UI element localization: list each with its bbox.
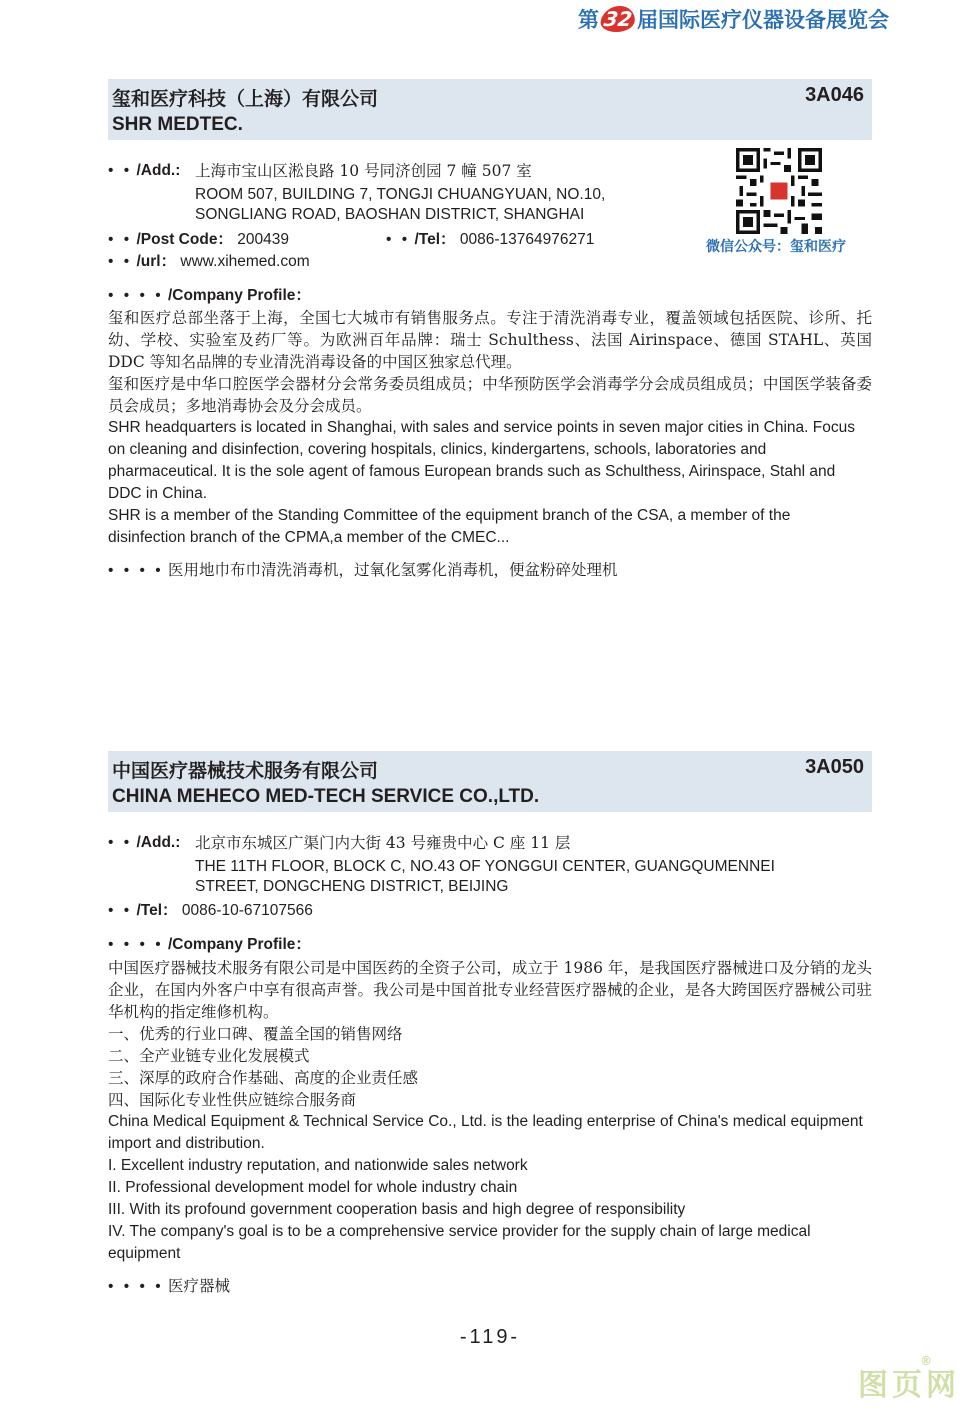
- address-en-2: STREET, DONGCHENG DISTRICT, BEIJING: [195, 878, 509, 895]
- address-label: /Add.:: [136, 834, 181, 851]
- list-item: III. With its profound government cooperation basis and high degree of responsibility: [108, 1201, 686, 1218]
- tel-row: [386, 230, 594, 250]
- list-item: 三、深厚的政府合作基础、高度的企业责任感: [108, 1069, 419, 1087]
- tel-row: [108, 901, 313, 921]
- url-row: [108, 252, 310, 272]
- bullet: • •: [108, 231, 133, 248]
- profile-en-paragraph: SHR headquarters is located in Shanghai, with sales and service points in seven major cities in China. Focus on cleaning and disinfection, covering hospitals, clinics, kindergartens, schools, laboratories and pharmaceutical. It is the sole agent of famous European brands such as Schulthess, Airinspace, Stahl and DDC in China.: [108, 419, 855, 502]
- bullet: • • • •: [108, 936, 164, 953]
- company-name-cn: 玺和医疗科技（上海）有限公司: [112, 88, 379, 110]
- list-item: 四、国际化专业性供应链综合服务商: [108, 1091, 357, 1109]
- qr-code-image: [736, 148, 822, 234]
- postcode-row: [108, 230, 289, 250]
- bullet: • •: [386, 231, 411, 248]
- address-en-1: THE 11TH FLOOR, BLOCK C, NO.43 OF YONGGUI CENTER, GUANGQUMENNEI: [195, 858, 775, 875]
- address-en-1: ROOM 507, BUILDING 7, TONGJI CHUANGYUAN, NO.10,: [195, 186, 606, 203]
- entry-1-header: [108, 79, 872, 140]
- bullet: • •: [108, 902, 133, 919]
- bullet: • •: [108, 162, 133, 179]
- booth-number: 3A046: [805, 84, 864, 106]
- list-item: IV. The company's goal is to be a comprehensive service provider for the supply chain of large medical equipment: [108, 1223, 811, 1262]
- address-row: [108, 161, 180, 181]
- tel-value: 0086-10-67107566: [181, 902, 313, 919]
- qr-caption: 微信公众号：玺和医疗: [706, 239, 846, 255]
- registered-mark: ®: [920, 1354, 936, 1368]
- company-name-en: CHINA MEHECO MED-TECH SERVICE CO.,LTD.: [112, 786, 540, 807]
- url-label: /url：: [136, 253, 177, 270]
- url-link[interactable]: www.xihemed.com: [180, 253, 310, 270]
- session-number: 32: [599, 6, 637, 32]
- profile-label-row: [108, 935, 311, 955]
- profile-en-paragraph: China Medical Equipment & Technical Service Co., Ltd. is the leading enterprise of China's medical equipment import and distribution.: [108, 1113, 863, 1152]
- address-row: [108, 833, 180, 853]
- header-suffix: 届国际医疗仪器设备展览会: [637, 8, 889, 32]
- list-item: 一、优秀的行业口碑、覆盖全国的销售网络: [108, 1025, 403, 1043]
- profile-text: [108, 957, 872, 1265]
- products-row: [108, 560, 617, 581]
- bullet: • • • •: [108, 287, 164, 304]
- watermark-text: 图页网: [858, 1368, 960, 1403]
- address-label: /Add.:: [136, 162, 181, 179]
- watermark-logo: [858, 1354, 960, 1404]
- address-cn: 北京市东城区广渠门内大街 43 号雍贵中心 C 座 11 层: [195, 834, 571, 852]
- profile-text: [108, 307, 872, 549]
- profile-label-row: [108, 286, 311, 306]
- profile-label: /Company Profile：: [167, 936, 311, 953]
- bullet: • •: [108, 834, 133, 851]
- tel-label: /Tel：: [136, 902, 178, 919]
- profile-cn-paragraph: 中国医疗器械技术服务有限公司是中国医药的全资子公司，成立于 1986 年，是我国医疗器械进口及分销的龙头企业，在国内外客户中享有很高声誉。我公司是中国首批专业经营医疗器械的企业，是各大跨国医疗器械公司驻华机构的指定维修机构。: [108, 959, 872, 1021]
- address-cn: 上海市宝山区淞良路 10 号同济创园 7 幢 507 室: [195, 162, 532, 180]
- bullet: • •: [108, 253, 133, 270]
- tel-label: /Tel：: [414, 231, 456, 248]
- bullet: • • • •: [108, 562, 164, 579]
- exhibition-header: [578, 4, 889, 38]
- profile-cn-paragraph: 玺和医疗是中华口腔医学会器材分会常务委员组成员；中华预防医学会消毒学分会成员组成员；中国医学装备委员会成员；多地消毒协会及分会成员。: [108, 375, 872, 415]
- page-number: -119-: [459, 1326, 521, 1348]
- tel-value: 0086-13764976271: [459, 231, 595, 248]
- postcode-value: 200439: [237, 231, 289, 248]
- company-name-en: SHR MEDTEC.: [112, 114, 243, 135]
- bullet: • • • •: [108, 1278, 164, 1295]
- profile-label: /Company Profile：: [167, 287, 311, 304]
- profile-en-paragraph: SHR is a member of the Standing Committee of the equipment branch of the CSA, a member of the disinfection branch of the CPMA,a member of the CMEC...: [108, 507, 791, 546]
- postcode-label: /Post Code：: [136, 231, 233, 248]
- products-row: [108, 1276, 230, 1297]
- company-name-cn: 中国医疗器械技术服务有限公司: [112, 760, 379, 782]
- header-prefix: 第: [578, 8, 599, 32]
- entry-2-header: [108, 751, 872, 812]
- products-text: 医用地巾布巾清洗消毒机，过氧化氢雾化消毒机，便盆粉碎处理机: [167, 561, 618, 579]
- list-item: II. Professional development model for whole industry chain: [108, 1179, 518, 1196]
- address-en-2: SONGLIANG ROAD, BAOSHAN DISTRICT, SHANGHAI: [195, 206, 585, 223]
- products-text: 医疗器械: [167, 1277, 230, 1295]
- profile-cn-paragraph: 玺和医疗总部坐落于上海，全国七大城市有销售服务点。专注于清洗消毒专业，覆盖领域包括医院、诊所、托幼、学校、实验室及药厂等。为欧洲百年品牌：瑞士 Schulthess、法国 Airinspace、德国 STAHL、英国 DDC 等知名品牌的专业清洗消毒设备的中国区独家总代理。: [108, 309, 872, 371]
- list-item: I. Excellent industry reputation, and nationwide sales network: [108, 1157, 528, 1174]
- list-item: 二、全产业链专业化发展模式: [108, 1047, 310, 1065]
- booth-number: 3A050: [805, 756, 864, 778]
